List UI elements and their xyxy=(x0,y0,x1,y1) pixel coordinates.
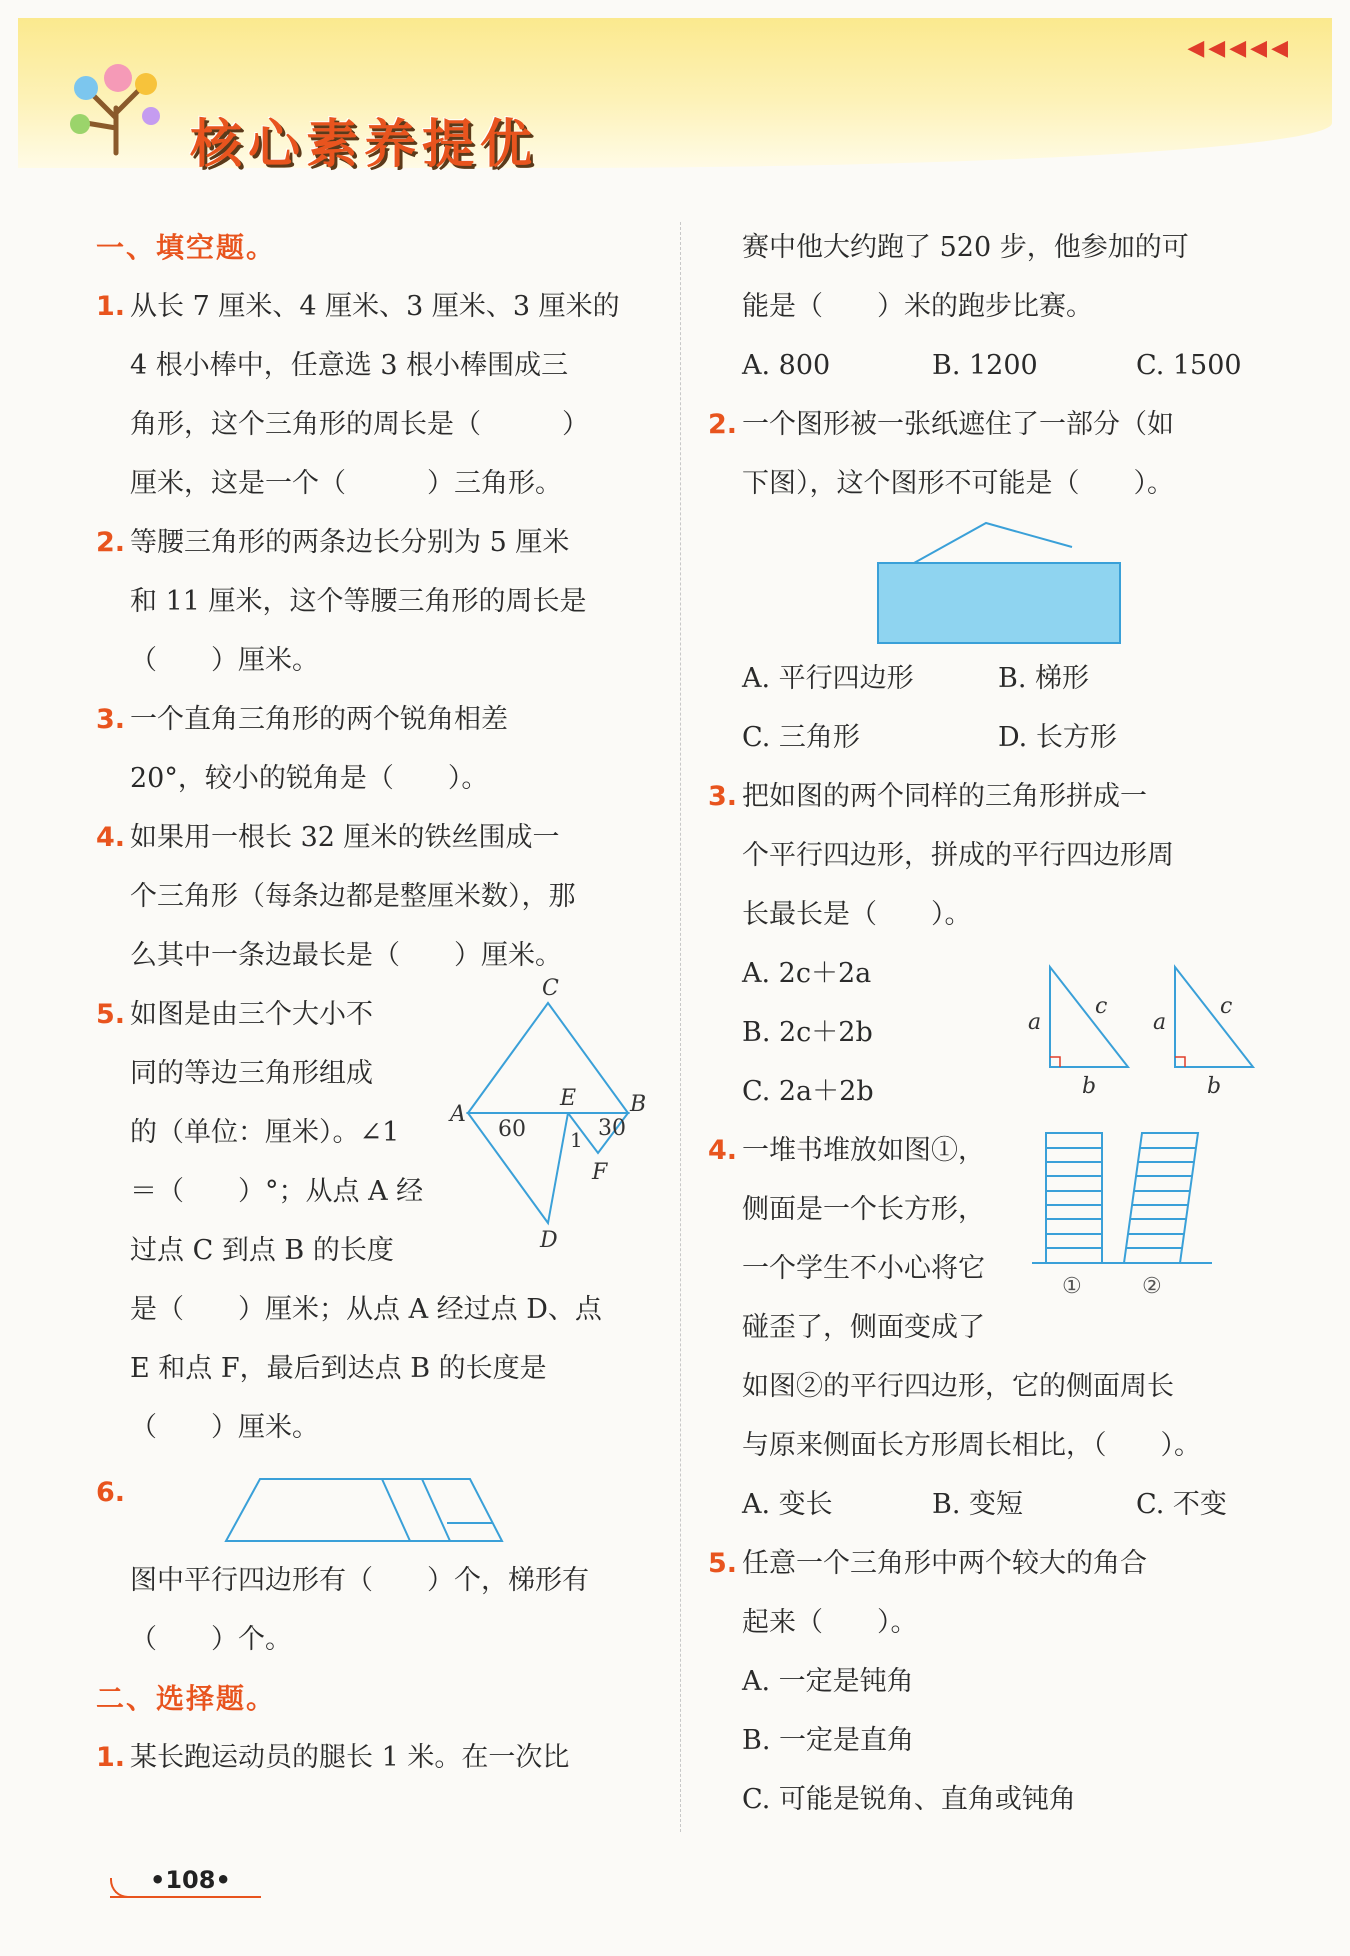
label-a: a xyxy=(1153,1010,1167,1035)
question-text: E 和点 F，最后到达点 B 的长度是 xyxy=(130,1353,547,1384)
question-text: 长最长是（ ）。 xyxy=(742,899,972,930)
question-number: 4. xyxy=(708,1135,738,1166)
book-stack-figure xyxy=(1032,1121,1242,1321)
option-a[interactable]: A. 800 xyxy=(742,350,831,381)
label-c: c xyxy=(1095,994,1108,1019)
question-text: 么其中一条边最长是（ ）厘米。 xyxy=(130,940,562,971)
option-b[interactable]: B. 2c＋2b xyxy=(742,1017,873,1048)
page-number: •108• xyxy=(110,1866,261,1898)
label-angle-1: 1 xyxy=(570,1128,583,1152)
question-fill-4 xyxy=(96,808,656,985)
page-title: 核心素养提优 xyxy=(190,115,539,175)
question-number: 3. xyxy=(96,704,126,735)
question-fill-2 xyxy=(96,513,656,690)
header-banner xyxy=(18,18,1332,175)
label-b: b xyxy=(1207,1074,1222,1099)
arrow-decoration-icon: ◀◀◀◀◀ xyxy=(1187,36,1292,61)
question-text: 角形，这个三角形的周长是（ ） xyxy=(130,409,589,440)
equilateral-triangles-figure xyxy=(448,973,648,1263)
label-figure-1: ① xyxy=(1062,1274,1082,1299)
question-text: 一堆书堆放如图①， xyxy=(742,1135,985,1166)
question-number: 2. xyxy=(96,527,126,558)
question-choice-5 xyxy=(708,1534,1278,1829)
question-text: 4 根小棒中，任意选 3 根小棒围成三 xyxy=(130,350,569,381)
question-text: 是（ ）厘米；从点 A 经过点 D、点 xyxy=(130,1294,602,1325)
question-text: 任意一个三角形中两个较大的角合 xyxy=(742,1548,1147,1579)
question-number: 1. xyxy=(96,1742,126,1773)
question-text: 把如图的两个同样的三角形拼成一 xyxy=(742,781,1147,812)
label-D: D xyxy=(540,1228,558,1253)
label-b: b xyxy=(1082,1074,1097,1099)
label-B: B xyxy=(630,1092,647,1117)
question-number: 6. xyxy=(96,1477,126,1508)
label-c: c xyxy=(1220,994,1233,1019)
question-choice-1 xyxy=(96,1728,656,1787)
question-text: 与原来侧面长方形周长相比，（ ）。 xyxy=(742,1430,1201,1461)
option-b[interactable]: B. 一定是直角 xyxy=(742,1725,915,1756)
question-text: 20°，较小的锐角是（ ）。 xyxy=(130,763,489,794)
option-b[interactable]: B. 梯形 xyxy=(998,663,1090,694)
question-text: 起来（ ）。 xyxy=(742,1607,918,1638)
section-title-multiple-choice: 二、选择题。 xyxy=(96,1682,277,1715)
label-figure-2: ② xyxy=(1142,1274,1162,1299)
question-choice-1-continued xyxy=(708,218,1278,395)
option-a[interactable]: A. 一定是钝角 xyxy=(742,1666,914,1697)
option-c[interactable]: C. 1500 xyxy=(1136,350,1242,381)
options-row xyxy=(742,649,1278,708)
covered-shape-figure xyxy=(742,513,1222,649)
label-30: 30 xyxy=(598,1116,626,1141)
options-row xyxy=(742,708,1278,767)
option-c[interactable]: C. 2a＋2b xyxy=(742,1076,874,1107)
question-text: 个三角形（每条边都是整厘米数），那 xyxy=(130,881,576,912)
question-text: （ ）厘米。 xyxy=(130,645,319,676)
section-title-fill-blank: 一、填空题。 xyxy=(96,231,277,264)
question-text: 图中平行四边形有（ ）个，梯形有 xyxy=(130,1565,589,1596)
option-c[interactable]: C. 可能是锐角、直角或钝角 xyxy=(742,1784,1076,1815)
question-text: 的（单位：厘米）。∠1 xyxy=(130,1117,400,1148)
question-text: 个平行四边形，拼成的平行四边形周 xyxy=(742,840,1174,871)
label-C: C xyxy=(542,976,559,1001)
right-column xyxy=(708,218,1278,1829)
question-number: 5. xyxy=(708,1548,738,1579)
question-number: 2. xyxy=(708,409,738,440)
option-a[interactable]: A. 平行四边形 xyxy=(742,663,914,694)
question-number: 1. xyxy=(96,291,126,322)
question-number: 3. xyxy=(708,781,738,812)
options-row xyxy=(742,336,1278,395)
question-text: 厘米，这是一个（ ）三角形。 xyxy=(130,468,562,499)
question-text: （ ）个。 xyxy=(130,1624,292,1655)
question-text: 如图②的平行四边形，它的侧面周长 xyxy=(742,1371,1174,1402)
question-fill-1 xyxy=(96,277,656,513)
options-row xyxy=(742,1475,1278,1534)
label-A: A xyxy=(450,1102,466,1127)
question-fill-5 xyxy=(96,976,656,1457)
option-b[interactable]: B. 变短 xyxy=(932,1489,1024,1520)
question-text: （ ）厘米。 xyxy=(130,1412,319,1443)
question-fill-6 xyxy=(96,1463,656,1669)
question-text: 侧面是一个长方形， xyxy=(742,1194,985,1225)
parallelogram-trapezoid-figure xyxy=(130,1463,610,1551)
right-triangles-figure xyxy=(1020,957,1270,1107)
question-choice-4 xyxy=(708,1121,1278,1534)
label-F: F xyxy=(592,1160,608,1185)
column-divider xyxy=(680,222,681,1832)
question-text: 一个直角三角形的两个锐角相差 xyxy=(130,704,508,735)
question-text: 如图是由三个大小不 xyxy=(130,999,373,1030)
left-column xyxy=(96,218,656,1787)
question-number: 4. xyxy=(96,822,126,853)
question-text: 赛中他大约跑了 520 步，他参加的可 xyxy=(742,232,1189,263)
option-d[interactable]: D. 长方形 xyxy=(998,722,1117,753)
question-choice-2 xyxy=(708,395,1278,767)
question-text: ＝（ ）°；从点 A 经 xyxy=(130,1176,424,1207)
question-text: 等腰三角形的两条边长分别为 5 厘米 xyxy=(130,527,570,558)
question-text: 碰歪了，侧面变成了 xyxy=(742,1312,985,1343)
question-text: 如果用一根长 32 厘米的铁丝围成一 xyxy=(130,822,560,853)
tree-icon xyxy=(56,48,176,158)
option-a[interactable]: A. 变长 xyxy=(742,1489,833,1520)
question-number: 5. xyxy=(96,999,126,1030)
question-fill-3 xyxy=(96,690,656,808)
question-choice-3 xyxy=(708,767,1278,1121)
label-E: E xyxy=(560,1086,577,1111)
label-60: 60 xyxy=(498,1117,526,1142)
question-text: 下图），这个图形不可能是（ ）。 xyxy=(742,468,1174,499)
option-a[interactable]: A. 2c＋2a xyxy=(742,958,872,989)
question-text: 一个图形被一张纸遮住了一部分（如 xyxy=(742,409,1174,440)
question-text: 同的等边三角形组成 xyxy=(130,1058,373,1089)
question-text: 和 11 厘米，这个等腰三角形的周长是 xyxy=(130,586,587,617)
question-text: 某长跑运动员的腿长 1 米。在一次比 xyxy=(130,1742,570,1773)
question-text: 过点 C 到点 B 的长度 xyxy=(130,1235,394,1266)
option-c[interactable]: C. 三角形 xyxy=(742,722,860,753)
option-c[interactable]: C. 不变 xyxy=(1136,1489,1227,1520)
label-a: a xyxy=(1028,1010,1042,1035)
option-b[interactable]: B. 1200 xyxy=(932,350,1038,381)
question-text: 一个学生不小心将它 xyxy=(742,1253,985,1284)
question-text: 从长 7 厘米、4 厘米、3 厘米、3 厘米的 xyxy=(130,291,620,322)
question-text: 能是（ ）米的跑步比赛。 xyxy=(742,291,1093,322)
